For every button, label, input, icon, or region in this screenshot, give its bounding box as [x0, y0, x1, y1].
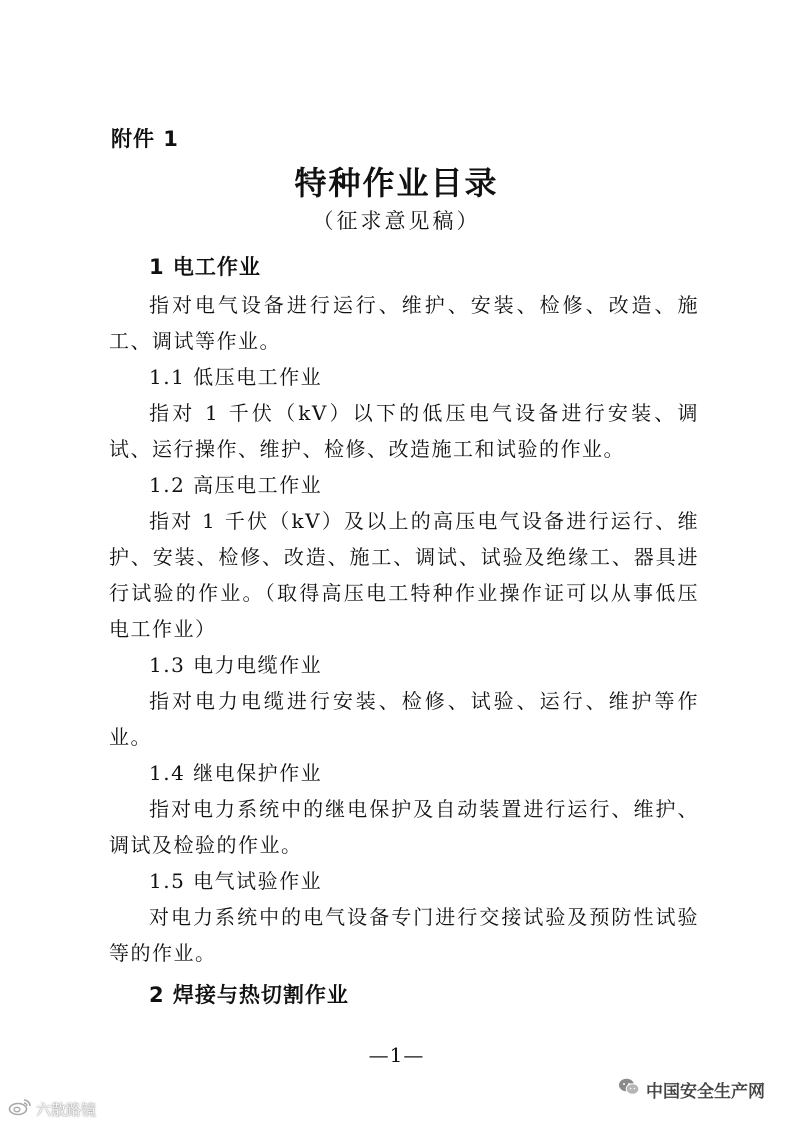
- subsection-paragraph-1-5: 对电力系统中的电气设备专门进行交接试验及预防性试验等的作业。: [109, 905, 699, 965]
- subsection-heading-1-5: 1.5 电气试验作业: [149, 869, 323, 893]
- subsection-heading-1-3: 1.3 电力电缆作业: [149, 653, 323, 677]
- wechat-icon: [618, 1077, 640, 1102]
- subsection-paragraph-1-4: 指对电力系统中的继电保护及自动装置进行运行、维护、调试及检验的作业。: [109, 797, 699, 857]
- page-number: —1—: [368, 1043, 425, 1067]
- document-body: [109, 247, 699, 1015]
- watermark-left-text: 六散路镜: [36, 1100, 97, 1119]
- section-heading-1: 1 电工作业: [149, 255, 261, 279]
- subsection-heading-1-2: 1.2 高压电工作业: [149, 473, 323, 497]
- subsection-heading-1-1: 1.1 低压电工作业: [149, 365, 323, 389]
- subsection-paragraph-1-1: 指对 1 千伏（kV）以下的低压电气设备进行安装、调试、运行操作、维护、检修、改造施工和试验的作业。: [109, 401, 699, 461]
- subsection-heading-1-4: 1.4 继电保护作业: [149, 761, 323, 785]
- subsection-paragraph-1-2: 指对 1 千伏（kV）及以上的高压电气设备进行运行、维护、安装、检修、改造、施工、调试、试验及绝缘工、器具进行试验的作业。（取得高压电工特种作业操作证可以从事低压电工作业）: [109, 509, 699, 641]
- weibo-icon: [8, 1098, 32, 1120]
- subsection-paragraph-1-3: 指对电力电缆进行安装、检修、试验、运行、维护等作业。: [109, 689, 699, 749]
- watermark-right: [618, 1077, 765, 1102]
- page-title: 特种作业目录: [294, 164, 499, 202]
- attachment-label: 附件 1: [111, 127, 179, 151]
- watermark-right-text: 中国安全生产网: [646, 1082, 765, 1102]
- watermark-left: [8, 1098, 96, 1120]
- page-subtitle: （征求意见稿）: [312, 209, 481, 233]
- section-heading-2: 2 焊接与热切割作业: [149, 983, 349, 1007]
- section-paragraph-1: 指对电气设备进行运行、维护、安装、检修、改造、施工、调试等作业。: [109, 293, 699, 353]
